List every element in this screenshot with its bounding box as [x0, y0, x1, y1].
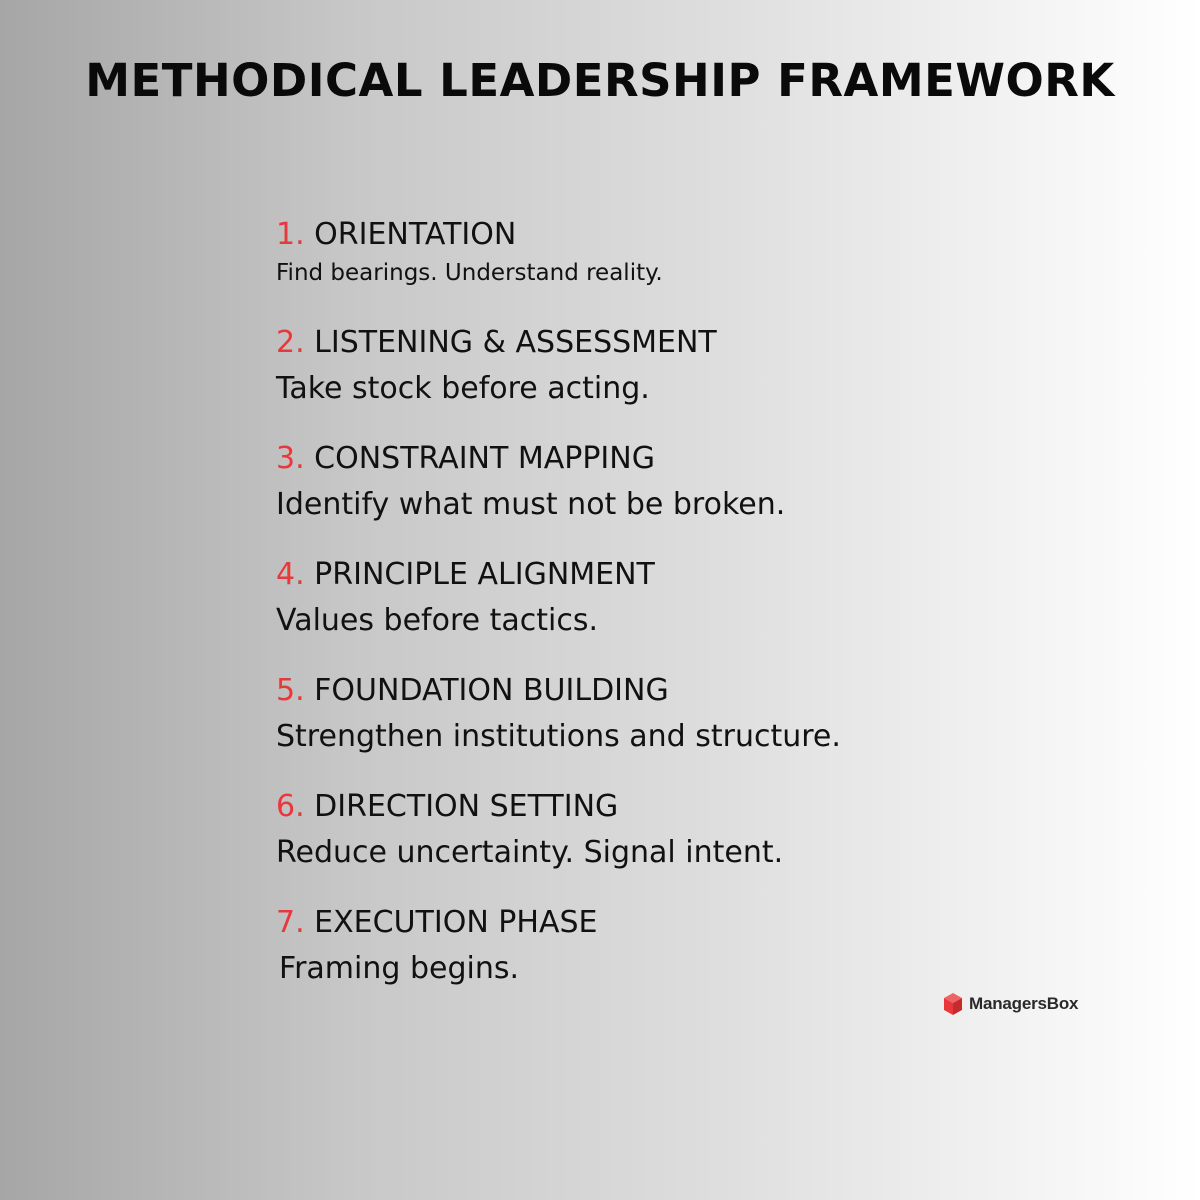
step-description: Strengthen institutions and structure. [276, 719, 841, 754]
step-title: FOUNDATION BUILDING [314, 673, 669, 708]
brand-name: ManagersBox [969, 994, 1079, 1013]
step-heading [276, 672, 1076, 710]
step-title: CONSTRAINT MAPPING [314, 441, 655, 476]
step-item [276, 672, 1076, 756]
cube-icon [943, 992, 963, 1016]
page-title: METHODICAL LEADERSHIP FRAMEWORK [85, 54, 1115, 107]
step-title: PRINCIPLE ALIGNMENT [314, 557, 655, 592]
step-heading [276, 324, 1076, 362]
step-number: 6. [276, 789, 305, 824]
step-description: Find bearings. Understand reality. [276, 260, 663, 286]
step-heading [276, 216, 1076, 254]
step-description: Values before tactics. [276, 603, 599, 638]
step-number: 5. [276, 673, 305, 708]
step-number: 1. [276, 217, 305, 252]
step-heading [276, 904, 1076, 942]
step-item [276, 440, 1076, 524]
step-item [276, 788, 1076, 872]
step-title: ORIENTATION [314, 217, 517, 252]
step-number: 2. [276, 325, 305, 360]
step-item [276, 216, 1076, 288]
step-description: Identify what must not be broken. [276, 487, 786, 522]
step-item [276, 904, 1076, 988]
step-item [276, 556, 1076, 640]
brand-logo [943, 992, 1078, 1016]
step-heading [276, 440, 1076, 478]
step-title: DIRECTION SETTING [314, 789, 619, 824]
step-description: Framing begins. [279, 951, 519, 986]
step-description: Take stock before acting. [276, 371, 650, 406]
step-number: 7. [276, 905, 305, 940]
step-item [276, 324, 1076, 408]
step-heading [276, 788, 1076, 826]
step-description: Reduce uncertainty. Signal intent. [276, 835, 784, 870]
step-title: EXECUTION PHASE [314, 905, 598, 940]
step-number: 4. [276, 557, 305, 592]
step-heading [276, 556, 1076, 594]
step-number: 3. [276, 441, 305, 476]
step-title: LISTENING & ASSESSMENT [314, 325, 717, 360]
